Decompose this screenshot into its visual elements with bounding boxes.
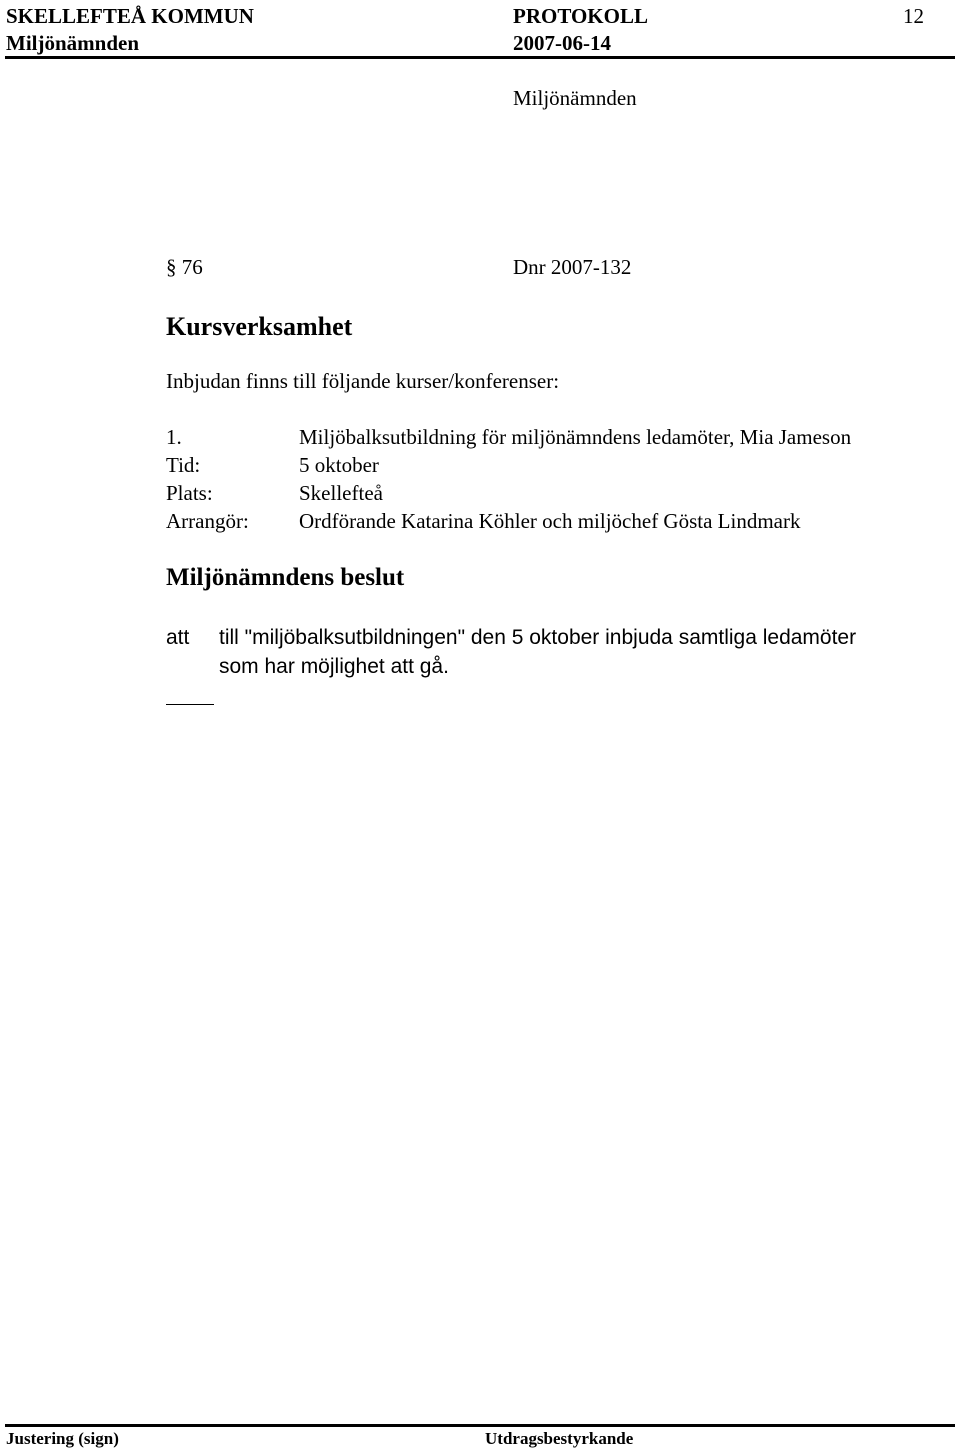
decision-heading: Miljönämndens beslut	[166, 564, 405, 591]
detail-label: Tid:	[166, 453, 201, 477]
detail-value: Ordförande Katarina Köhler och miljöchef Gösta Lindmark	[299, 509, 801, 533]
dnr-number: Dnr 2007-132	[513, 255, 632, 279]
item-number: 1.	[166, 425, 182, 449]
header-rule	[5, 56, 955, 59]
document-type: PROTOKOLL	[513, 4, 648, 28]
municipality-name: SKELLEFTEÅ KOMMUN	[6, 4, 254, 28]
paragraph-number: § 76	[166, 255, 203, 279]
detail-value: Skellefteå	[299, 481, 383, 505]
end-rule	[166, 704, 214, 705]
decision-lead: att	[166, 626, 190, 649]
section-intro: Inbjudan finns till följande kurser/konferenser:	[166, 369, 560, 393]
decision-text-line: till "miljöbalksutbildningen" den 5 oktober inbjuda samtliga ledamöter	[219, 626, 857, 649]
detail-label: Arrangör:	[166, 509, 249, 533]
meeting-date: 2007-06-14	[513, 31, 611, 55]
footer-rule	[5, 1424, 955, 1427]
page-number: 12	[903, 4, 924, 28]
item-title: Miljöbalksutbildning för miljönämndens ledamöter, Mia Jameson	[299, 425, 852, 449]
detail-label: Plats:	[166, 481, 213, 505]
page-title: Miljönämnden	[513, 86, 637, 110]
detail-value: 5 oktober	[299, 453, 379, 477]
signature-label: Justering (sign)	[6, 1429, 119, 1448]
section-title: Kursverksamhet	[166, 312, 353, 341]
extract-certification-label: Utdragsbestyrkande	[485, 1429, 634, 1448]
committee-name: Miljönämnden	[6, 31, 140, 55]
decision-text-line: som har möjlighet att gå.	[219, 655, 449, 678]
